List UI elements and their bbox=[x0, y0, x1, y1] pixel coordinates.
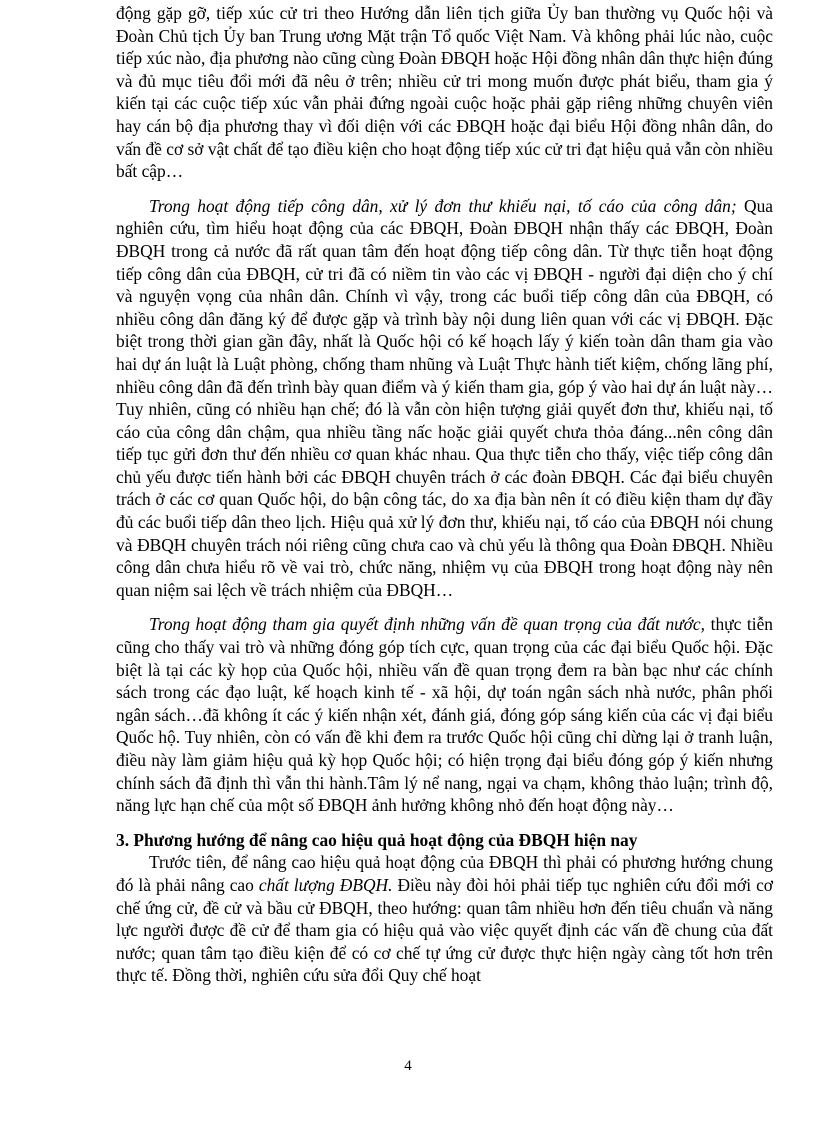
paragraph-lead-italic: Trong hoạt động tiếp công dân, xử lý đơn thư khiếu nại, tố cáo của công dân; bbox=[149, 195, 737, 216]
page-number: 4 bbox=[404, 1058, 412, 1074]
paragraph-citizen-reception bbox=[116, 195, 773, 602]
paragraph-emphasis: chất lượng ĐBQH. bbox=[258, 874, 393, 895]
paragraph-voter-contact: động gặp gỡ, tiếp xúc cử tri theo Hướng dẫn liên tịch giữa Ủy ban thường vụ Quốc hội và Đoàn Chủ tịch Ủy ban Trung ương Mặt trận Tổ quốc Việt Nam. Và không phải lúc nào, cuộc tiếp xúc nào, địa phương nào cũng cùng Đoàn ĐBQH hoặc Hội đồng nhân dân thực hiện đúng và đủ mục tiêu đổi mới đã nêu ở trên; nhiều cử tri mong muốn được phát biểu, tham gia ý kiến tại các cuộc tiếp xúc vẫn phải đứng ngoài cuộc hoặc phải gặp riêng những chuyên viên hay cán bộ địa phương thay vì đối diện với các ĐBQH hoặc đại biểu Hội đồng nhân dân, do vấn đề cơ sở vật chất để tạo điều kiện cho hoạt động tiếp xúc cử tri đạt hiệu quả vẫn còn nhiều bất cập… bbox=[116, 3, 773, 182]
section-heading: 3. Phương hướng để nâng cao hiệu quả hoạt động của ĐBQH hiện nay bbox=[116, 829, 638, 850]
document-body bbox=[116, 0, 773, 987]
paragraph-text: Qua nghiên cứu, tìm hiểu hoạt động của các ĐBQH, Đoàn ĐBQH nhận thấy các ĐBQH, Đoàn ĐBQH trong cả nước đã rất quan tâm đến hoạt động tiếp công dân. Từ thực tiễn hoạt động tiếp công dân của ĐBQH, cử tri đã có niềm tin vào các vị ĐBQH - người đại diện cho ý chí và nguyện vọng của nhân dân. Chính vì vậy, trong các buổi tiếp công dân của ĐBQH, có nhiều công dân đăng ký để được gặp và trình bày nội dung liên quan với các vị ĐBQH. Đặc biệt trong thời gian gần đây, nhất là Quốc hội có kế hoạch lấy ý kiến toàn dân tham gia vào hai dự án luật là Luật phòng, chống tham nhũng và Luật Thực hành tiết kiệm, chống lãng phí, nhiều công dân đã đến trình bày quan điểm và ý kiến tham gia, góp ý vào hai dự án luật này…Tuy nhiên, cũng có nhiều hạn chế; đó là vẫn còn hiện tượng giải quyết đơn thư, khiếu nại, tố cáo của công dân chậm, qua nhiều tầng nấc hoặc giải quyết chưa thỏa đáng...nên công dân tiếp tục gửi đơn thư đến nhiều cơ quan khác nhau. Qua thực tiễn cho thấy, việc tiếp công dân chủ yếu được tiến hành bởi các ĐBQH chuyên trách ở các đoàn ĐBQH. Các đại biểu chuyên trách ở các cơ quan Quốc hội, do bận công tác, do xa địa bàn nên ít có điều kiện tham dự đầy đủ các buổi tiếp dân theo lịch. Hiệu quả xử lý đơn thư, khiếu nại, tố cáo của ĐBQH nói chung và ĐBQH chuyên trách nói riêng cũng chưa cao và chủ yếu là thông qua Đoàn ĐBQH. Nhiều công dân chưa hiểu rõ về vai trò, chức năng, nhiệm vụ của ĐBQH trong hoạt động này nên quan niệm sai lệch về trách nhiệm của ĐBQH… bbox=[116, 195, 773, 600]
paragraph-text: Trước tiên, để nâng cao hiệu quả hoạt động của ĐBQH thì phải có phương hướng chung đó là phải nâng cao bbox=[116, 852, 773, 895]
paragraph-text: thực tiễn cũng cho thấy vai trò và những đóng góp tích cực, quan trọng của các đại biểu Quốc hội. Đặc biệt là tại các kỳ họp của Quốc hội, nhiều vấn đề quan trọng đem ra bàn bạc như các chính sách trong các đạo luật, kế hoạch kinh tế - xã hội, dự toán ngân sách nhà nước, phân phối ngân sách…đã không ít các ý kiến nhận xét, đánh giá, đóng góp sáng kiến của các vị đại biểu Quốc hộ. Tuy nhiên, còn có vấn đề khi đem ra trước Quốc hội cũng chỉ dừng lại ở tranh luận, điều này làm giảm hiệu quả kỳ họp Quốc hội; có hiện trọng đại biểu đóng góp ý kiến nhưng chính sách đã định thì vẫn thi hành.Tâm lý nể nang, ngại va chạm, không thảo luận; trình độ, năng lực hạn chế của một số ĐBQH ảnh hưởng không nhỏ đến hoạt động này… bbox=[116, 614, 773, 816]
paragraph-text: Điều này đòi hỏi phải tiếp tục nghiên cứu đổi mới cơ chế ứng cử, đề cử và bầu cử ĐBQH, theo hướng: quan tâm nhiều hơn đến tiêu chuẩn và năng lực người được đề cử để tham gia có hiệu quả vào việc quyết định các vấn đề chung của đất nước; quan tâm tạo điều kiện để có cơ chế tự ứng cử được thực hiện ngày càng tốt hơn trên thực tế. Đồng thời, nghiên cứu sửa đổi Quy chế hoạt bbox=[116, 874, 773, 986]
paragraph-national-decisions bbox=[116, 613, 773, 816]
paragraph-lead-italic: Trong hoạt động tham gia quyết định những vấn đề quan trọng của đất nước, bbox=[149, 614, 705, 635]
paragraph-directions bbox=[116, 851, 773, 987]
